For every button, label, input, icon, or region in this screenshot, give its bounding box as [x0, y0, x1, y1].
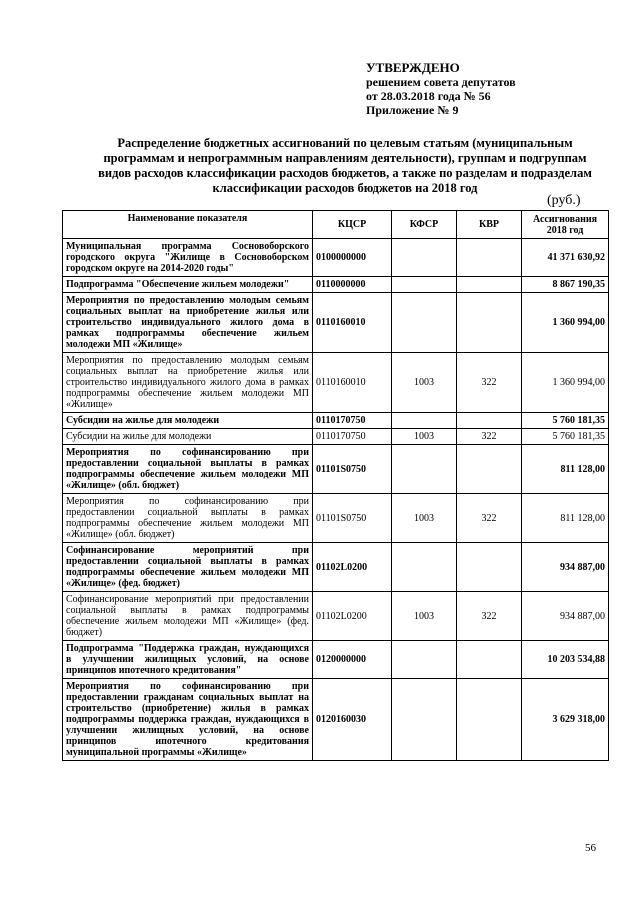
cell-name: Мероприятия по предоставлению молодым семьям социальных выплат на приобретение жилья или строительство индивидуального жилого дома в рамках подпрограммы обеспечение жильем молодежи МП «Жилище» [63, 353, 313, 413]
cell-amount: 41 371 630,92 [522, 239, 609, 277]
cell-kvr [457, 445, 522, 494]
budget-table [62, 210, 609, 761]
cell-kvr: 322 [457, 494, 522, 543]
appendix-number: Приложение № 9 [366, 103, 459, 117]
table-row [63, 641, 609, 679]
cell-kcsr: 0110160010 [313, 293, 392, 353]
cell-kfsr [392, 239, 457, 277]
cell-kfsr: 1003 [392, 429, 457, 445]
cell-kfsr [392, 543, 457, 592]
cell-name: Субсидии на жилье для молодежи [63, 429, 313, 445]
table-row [63, 429, 609, 445]
cell-kvr [457, 543, 522, 592]
approval-date-line: от 28.03.2018 года № 56 [366, 89, 491, 103]
cell-kfsr [392, 293, 457, 353]
cell-kvr [457, 239, 522, 277]
cell-kfsr [392, 641, 457, 679]
table-header-row [63, 211, 609, 239]
cell-name: Подпрограмма "Обеспечение жильем молодежи" [63, 277, 313, 293]
cell-amount: 1 360 994,00 [522, 293, 609, 353]
cell-kcsr: 0120160030 [313, 679, 392, 761]
cell-name: Мероприятия по софинансированию при предоставлении социальной выплаты в рамках подпрограммы обеспечение жильем молодежи МП «Жилище» (обл. бюджет) [63, 494, 313, 543]
cell-amount: 5 760 181,35 [522, 413, 609, 429]
header-kvr: КВР [457, 211, 522, 239]
cell-name: Софинансирование мероприятий при предоставлении социальной выплаты в рамках подпрограммы обеспечение жильем молодежи МП «Жилище» (фед. бюджет) [63, 592, 313, 641]
cell-amount: 934 887,00 [522, 543, 609, 592]
cell-kvr [457, 641, 522, 679]
header-kfsr: КФСР [392, 211, 457, 239]
cell-amount: 811 128,00 [522, 445, 609, 494]
table-row [63, 543, 609, 592]
cell-kcsr: 01101S0750 [313, 494, 392, 543]
cell-kcsr: 0100000000 [313, 239, 392, 277]
cell-kfsr [392, 679, 457, 761]
cell-name: Мероприятия по предоставлению молодым семьям социальных выплат на приобретение жилья или строительство индивидуального жилого дома в рамках подпрограммы обеспечение жильем молодежи МП «Жилище» [63, 293, 313, 353]
currency-unit: (руб.) [547, 193, 581, 208]
table-row [63, 592, 609, 641]
cell-kcsr: 01101S0750 [313, 445, 392, 494]
cell-kcsr: 0110160010 [313, 353, 392, 413]
cell-name: Муниципальная программа Сосновоборского городского округа "Жилище в Сосновоборском городском округе на 2014-2020 годы" [63, 239, 313, 277]
table-row [63, 293, 609, 353]
header-amount: Ассигнования 2018 год [522, 211, 609, 239]
approval-title: УТВЕРЖДЕНО [366, 60, 460, 75]
cell-name: Мероприятия по софинансированию при предоставлении социальной выплаты в рамках подпрограммы обеспечение жильем молодежи МП «Жилище» (обл. бюджет) [63, 445, 313, 494]
cell-kvr: 322 [457, 429, 522, 445]
cell-kvr: 322 [457, 592, 522, 641]
table-row [63, 353, 609, 413]
cell-amount: 1 360 994,00 [522, 353, 609, 413]
cell-kvr [457, 293, 522, 353]
approval-decision-line: решением совета депутатов [366, 75, 516, 89]
cell-kcsr: 0110170750 [313, 429, 392, 445]
cell-amount: 5 760 181,35 [522, 429, 609, 445]
table-row [63, 413, 609, 429]
cell-kcsr: 0110000000 [313, 277, 392, 293]
cell-kfsr [392, 413, 457, 429]
cell-amount: 10 203 534,88 [522, 641, 609, 679]
header-name: Наименование показателя [63, 211, 313, 239]
cell-kfsr [392, 445, 457, 494]
cell-amount: 811 128,00 [522, 494, 609, 543]
page-number: 56 [585, 842, 596, 854]
approval-block [366, 61, 516, 117]
cell-kcsr: 0120000000 [313, 641, 392, 679]
table-row [63, 445, 609, 494]
cell-amount: 3 629 318,00 [522, 679, 609, 761]
cell-name: Подпрограмма "Поддержка граждан, нуждающихся в улучшении жилищных условий, на основе принципов ипотечного кредитования" [63, 641, 313, 679]
header-kcsr: КЦСР [313, 211, 392, 239]
cell-kvr [457, 277, 522, 293]
cell-kfsr: 1003 [392, 353, 457, 413]
cell-kfsr: 1003 [392, 494, 457, 543]
cell-kcsr: 01102L0200 [313, 592, 392, 641]
cell-name: Мероприятия по софинансированию при предоставлении гражданам социальных выплат на строительство (приобретение) жилья в рамках подпрограммы поддержка граждан, нуждающихся в улучшении жилищных условий, на основе принципов ипотечного кредитования муниципальной программы «Жилище» [63, 679, 313, 761]
table-row [63, 494, 609, 543]
cell-name: Субсидии на жилье для молодежи [63, 413, 313, 429]
cell-kvr [457, 413, 522, 429]
cell-kvr [457, 679, 522, 761]
cell-kcsr: 01102L0200 [313, 543, 392, 592]
table-row [63, 277, 609, 293]
cell-kvr: 322 [457, 353, 522, 413]
cell-amount: 8 867 190,35 [522, 277, 609, 293]
cell-kcsr: 0110170750 [313, 413, 392, 429]
document-title: Распределение бюджетных ассигнований по целевым статьям (муниципальным программам и непрограммным направлениям деятельности), группам и подгруппам видов расходов классификации расходов бюджетов, а также по разделам и подразделам классификации расходов бюджетов на 2018 год [98, 136, 592, 195]
cell-kfsr: 1003 [392, 592, 457, 641]
cell-kfsr [392, 277, 457, 293]
table-row [63, 239, 609, 277]
cell-name: Софинансирование мероприятий при предоставлении социальной выплаты в рамках подпрограммы обеспечение жильем молодежи МП «Жилище» (фед. бюджет) [63, 543, 313, 592]
cell-amount: 934 887,00 [522, 592, 609, 641]
table-row [63, 679, 609, 761]
